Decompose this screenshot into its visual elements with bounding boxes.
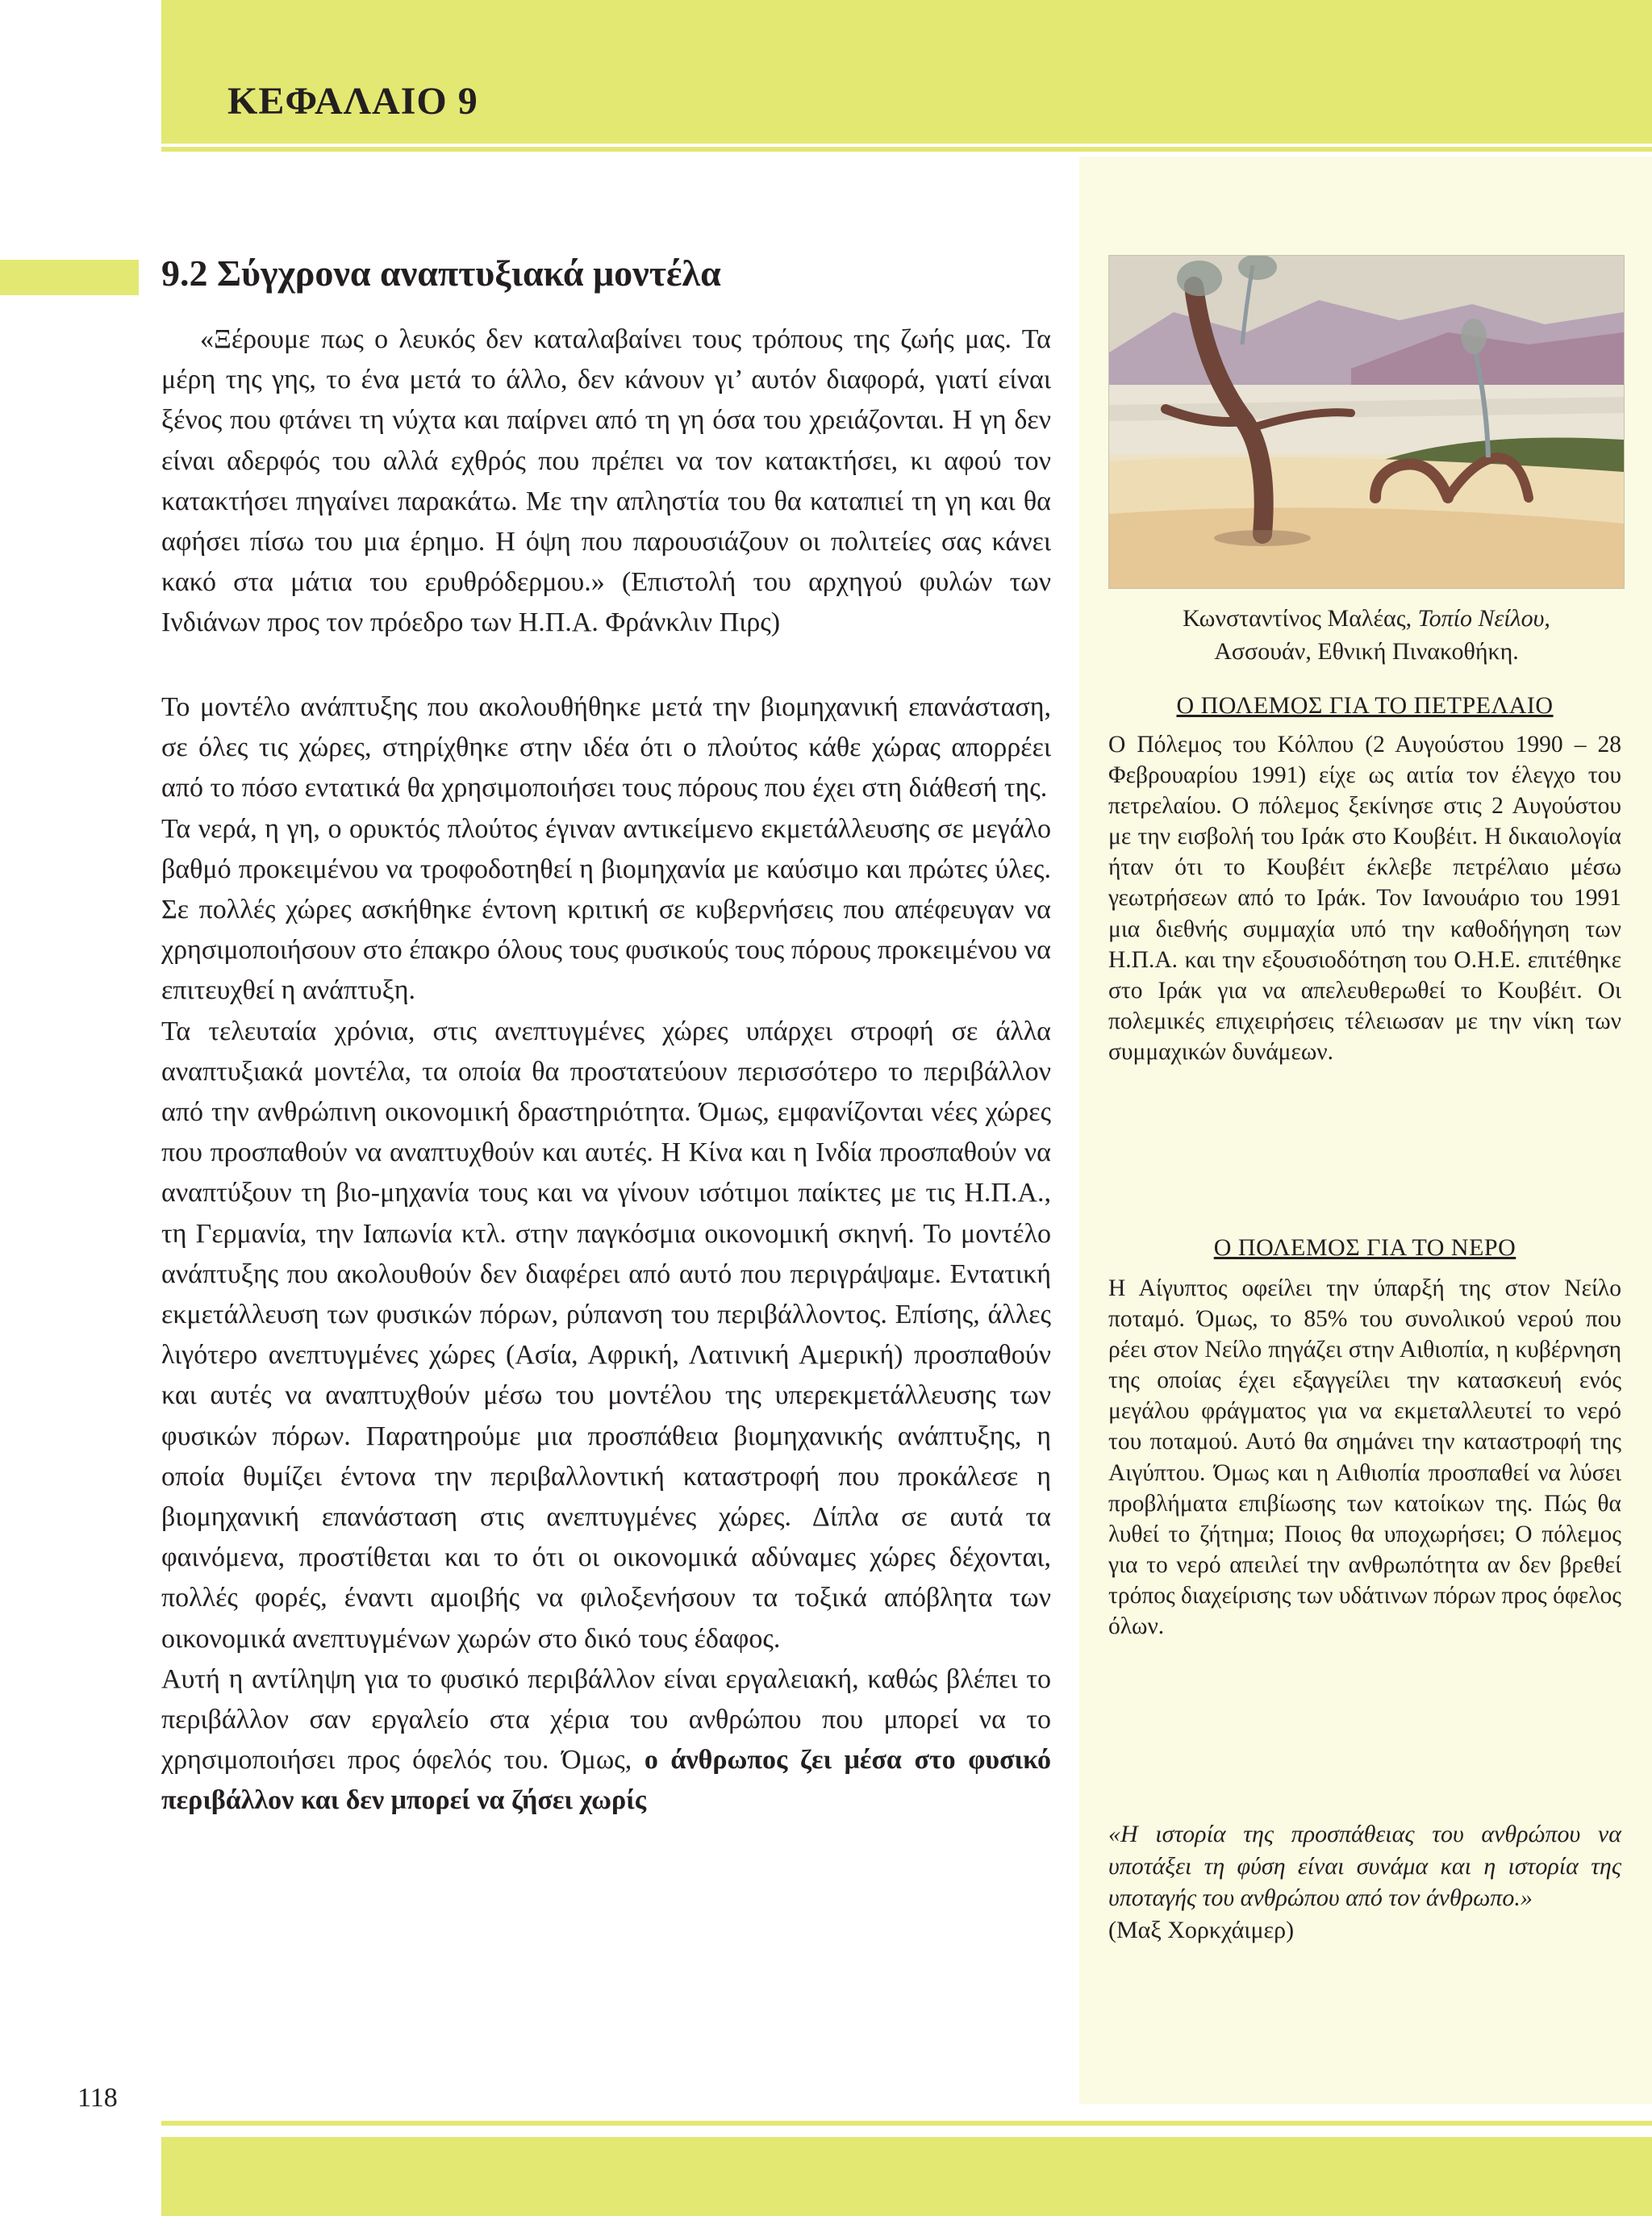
footer-divider bbox=[161, 2121, 1652, 2126]
water-war-text: Η Αίγυπτος οφείλει την ύπαρξή της στον Νείλο ποταμό. Όμως, το 85% του συνολικού νερού που ρέει στον Νείλο πηγάζει στην Αιθιοπία, η κυβέρνηση της οποίας έχει εξαγγείλει την κατασκευή ενός μεγάλου φράγματος για να εκμεταλλευτεί το νερό του ποταμού. Αυτό θα σημάνει την καταστροφή της Αιγύπτου. Όμως και η Αιθιοπία προσπαθεί να λύσει προβλήματα επιβίωσης των κατοίκων της. Πώς θα λυθεί το ζήτημα; Ποιος θα υποχωρήσει; Ο πόλεμος για το νερό απειλεί την ανθρωπότητα αν δεν βρεθεί τρόπος διαχείρισης των υδάτινων πόρων προς όφελος όλων. bbox=[1108, 1275, 1621, 1640]
section-marker bbox=[0, 260, 139, 295]
footer-band bbox=[161, 2137, 1652, 2216]
quote-author: (Μαξ Χορκχάιμερ) bbox=[1108, 1916, 1295, 1943]
main-text bbox=[161, 687, 1051, 1822]
bold-emphasis: ο άνθρωπος ζει μέσα στο φυσικό περιβάλλον και δεν μπορεί να ζήσει χωρίς bbox=[161, 1745, 1051, 1816]
caption-author: Κωνσταντίνος Μαλέας, bbox=[1183, 605, 1412, 632]
oil-war-heading: Ο ΠΟΛΕΜΟΣ ΓΙΑ ΤΟ ΠΕΤΡΕΛΑΙΟ bbox=[1176, 692, 1554, 719]
paragraph: Τα νερά, η γη, ο ορυκτός πλούτος έγιναν αντικείμενο εκμετάλλευσης σε μεγάλο βαθμό προκειμένου να τροφοδοτηθεί η βιομηχανία με καύσιμο και πρώτες ύλες. Σε πολλές χώρες ασκήθηκε έντονη κριτική σε κυβερνήσεις που απέφευγαν να χρησιμοποιήσουν στο έπακρο όλους τους φυσικούς τους πόρους προκειμένου να επιτευχθεί η ανάπτυξη. bbox=[161, 813, 1051, 1006]
opening-quote: «Ξέρουμε πως ο λευκός δεν καταλαβαίνει τους τρόπους της ζωής μας. Τα μέρη της γης, το ένα μετά το άλλο, δεν κάνουν γι’ αυτόν διαφορά, γιατί είναι ξένος που φτάνει τη νύχτα και παίρνει από τη γη όσα του χρειάζονται. Η γη δεν είναι αδερφός του αλλά εχθρός που πρέπει να τον κατακτήσει, κι αφού τον κατακτήσει πηγαίνει παρακάτω. Με την απληστία του θα καταπιεί τη γη και θα αφήσει πίσω του μια έρημο. Η όψη που παρουσιάζουν οι πολιτείες σας κάνει κακό στα μάτια του ερυθρόδερμου.» (Επιστολή του αρχηγού φυλών των Ινδιάνων προς τον πρόεδρο των Η.Π.Α. Φράνκλιν Πιρς) bbox=[161, 324, 1051, 638]
section-title: 9.2 Σύγχρονα αναπτυξιακά μοντέλα bbox=[161, 252, 721, 294]
painting-caption bbox=[1091, 602, 1642, 668]
oil-war-text: Ο Πόλεμος του Κόλπου (2 Αυγούστου 1990 – 28 Φεβρουαρίου 1991) είχε ως αιτία τον έλεγχο του πετρελαίου. Ο πόλεμος ξεκίνησε στις 2 Αυγούστου με την εισβολή του Ιράκ στο Κουβέιτ. Η δικαιολογία ήταν ότι το Κουβέιτ έκλεβε πετρέλαιο μέσω γεωτρήσεων από το Ιράκ. Τον Ιανουάριο του 1991 μια διεθνής συμμαχία υπό την καθοδήγηση των Η.Π.Α. και την εξουσιοδότηση του Ο.Η.Ε. επιτέθηκε στο Ιράκ για να απελευθερωθεί το Κουβέιτ. Οι πολεμικές επιχειρήσεις τέλειωσαν με την νίκη των συμμαχικών δυνάμεων. bbox=[1108, 732, 1621, 1065]
quote-text: «Η ιστορία της προσπάθειας του ανθρώπου να υποτάξει τη φύση είναι συνάμα και η ιστορία της υποταγής του ανθρώπου από τον άνθρωπο.» bbox=[1108, 1821, 1621, 1911]
painting-image bbox=[1108, 255, 1625, 589]
paragraph-text: Αυτή η αντίληψη για το φυσικό περιβάλλον είναι εργαλειακή, καθώς βλέπει το περιβάλλον σαν εργαλείο στα χέρια του ανθρώπου που μπορεί να το χρησιμοποιήσει προς όφελός του. Όμως, bbox=[161, 1663, 1051, 1776]
header-divider bbox=[161, 147, 1652, 152]
chapter-title: ΚΕΦΑΛΑΙΟ 9 bbox=[227, 80, 478, 123]
water-war-heading: Ο ΠΟΛΕΜΟΣ ΓΙΑ ΤΟ ΝΕΡΟ bbox=[1213, 1234, 1516, 1261]
horkheimer-quote bbox=[1108, 1818, 1621, 1946]
page-number: 118 bbox=[77, 2083, 118, 2113]
paragraph: Το μοντέλο ανάπτυξης που ακολουθήθηκε μετά την βιομηχανική επανάσταση, σε όλες τις χώρες, στηρίχθηκε στην ιδέα ότι ο πλούτος κάθε χώρας απορρέει από το πόσο εντατικά θα χρησιμοποιήσει τους πόρους που έχει στη διάθεσή της. bbox=[161, 692, 1051, 803]
caption-location: Ασσουάν, Εθνική Πινακοθήκη. bbox=[1214, 638, 1519, 665]
paragraph: Τα τελευταία χρόνια, στις ανεπτυγμένες χώρες υπάρχει στροφή σε άλλα αναπτυξιακά μοντέλα, τα οποία θα προστατεύουν περισσότερο το περιβάλλον από την ανθρώπινη οικονομική δραστηριότητα. Όμως, εμφανίζονται νέες χώρες που προσπαθούν να αναπτυχθούν και αυτές. Η Κίνα και η Ινδία προσπαθούν να αναπτύξουν τη βιο-μηχανία τους και να γίνουν ισότιμοι παίκτες με τις Η.Π.Α., τη Γερμανία, την Ιαπωνία κτλ. στην παγκόσμια οικονομική σκηνή. Το μοντέλο ανάπτυξης που ακολουθούν δεν διαφέρει από αυτό που περιγράψαμε. Εντατική εκμετάλλευση των φυσικών πόρων, ρύπανση του περιβάλλοντος. Επίσης, άλλες λιγότερο ανεπτυγμένες χώρες (Ασία, Αφρική, Λατινική Αμερική) προσπαθούν και αυτές να αναπτυχθούν μέσω του μοντέλου της υπερεκμετάλλευσης των φυσικών πόρων. Παρατηρούμε μια προσπάθεια βιομηχανικής ανάπτυξης, η οποία θυμίζει έντονα την περιβαλλοντική καταστροφή που προκάλεσε η βιομηχανική επανάσταση στις ανεπτυγμένες χώρες. Δίπλα σε αυτά τα φαινόμενα, προστίθεται και το ότι οι οικονομικά αδύναμες χώρες δέχονται, πολλές φορές, έναντι αμοιβής να φιλοξενήσουν τα τοξικά απόβλητα των οικονομικά ανεπτυγμένων χωρών στο δικό τους έδαφος. bbox=[161, 1016, 1051, 1654]
caption-title: Τοπίο Νείλου, bbox=[1417, 605, 1550, 632]
paragraph bbox=[161, 1659, 1051, 1822]
